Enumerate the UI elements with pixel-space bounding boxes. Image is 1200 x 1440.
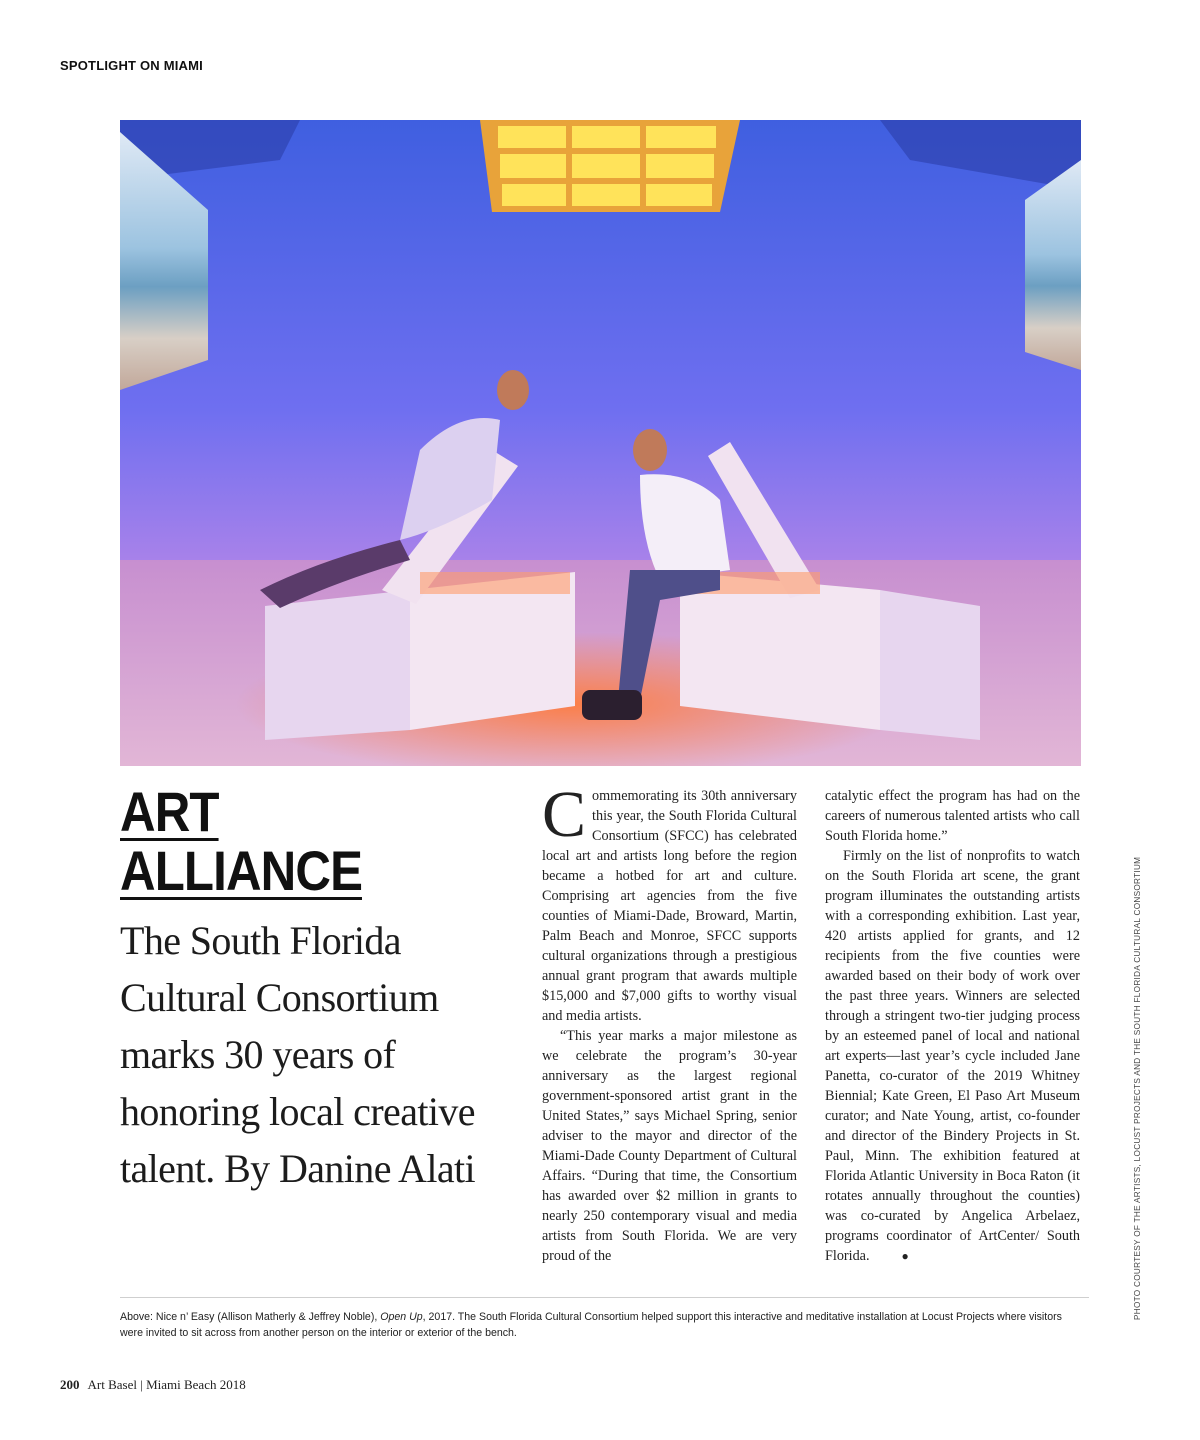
caption-prefix: Above: Nice n’ Easy (Allison Matherly & Jeffrey Noble), (120, 1311, 381, 1323)
folio (60, 1377, 246, 1393)
body-paragraph-3 (825, 846, 1080, 1266)
byline: By Danine Alati (224, 1146, 476, 1191)
photo-caption (120, 1309, 1080, 1341)
photo-credit: PHOTO COURTESY OF THE ARTISTS, LOCUST PROJECTS AND THE SOUTH FLORIDA CULTURAL CONSORTIUM (1133, 856, 1142, 1320)
headline-line-2: ALLIANCE (120, 839, 363, 902)
body-column-1 (542, 778, 797, 1266)
dek (120, 912, 520, 1197)
feature-photo (120, 120, 1081, 766)
body-column-2 (825, 786, 1080, 1266)
publication-name: Art Basel | Miami Beach 2018 (87, 1377, 246, 1392)
body-paragraph-2: “This year marks a major milestone as we celebrate the program’s 30-year anniversary as the largest regional government-sponsored artist grant in the United States,” says Michael Spring, senior adviser to the mayor and director of the Miami-Dade County Department of Cultural Affairs. “During that time, the Consortium has awarded over $2 million in grants to nearly 250 contemporary visual and media artists from South Florida. We are very proud of the (542, 1028, 797, 1264)
paragraph-1-text: ommemorating its 30th anniversary this year, the South Florida Cultural Consortium (SFCC) has celebrated local art and artists long before the region became a hotbed for art and culture. Comprising art agencies from the five counties of Miami-Dade, Broward, Martin, Palm Beach and Monroe, SFCC supports cultural organizations through a prestigious annual grant program that awards multiple $15,000 and $7,000 gifts to worthy visual and media artists. (542, 788, 797, 1024)
caption-suffix: , 2017. The South Florida Cultural Consortium helped support this interactive and meditative installation at Locust Projects where visitors were invited to sit across from another person on the interior or exterior of the bench. (120, 1311, 1062, 1339)
page-number: 200 (60, 1377, 80, 1392)
body-paragraph-1 (542, 778, 797, 1026)
headline (120, 782, 454, 900)
caption-divider (120, 1297, 1089, 1298)
dek-text: The South Florida Cultural Consortium marks 30 years of honoring local creative talent. (120, 918, 475, 1191)
drop-cap: C (542, 778, 587, 851)
paragraph-3-text: Firmly on the list of nonprofits to watch on the South Florida art scene, the grant program illuminates the outstanding artists with a corresponding exhibition. Last year, 420 artists applied for grants, and 12 recipients from the five counties were awarded based on their body of work over the past three years. Winners are selected through a stringent two-tier judging process by an esteemed panel of local and national art experts—last year’s cycle included Jane Panetta, co-curator of the 2019 Whitney Biennial; Kate Green, El Paso Art Museum curator; and Nate Young, artist, co-founder and director of the Bindery Projects in St. Paul, Minn. The exhibition featured at Florida Atlantic University in Boca Raton (it rotates annually throughout the counties) was co-curated by Angelica Arbelaez, programs coordinator of ArtCenter/ South Florida. (825, 848, 1080, 1264)
headline-line-1: ART (120, 780, 219, 843)
section-label: SPOTLIGHT ON MIAMI (60, 58, 203, 73)
end-mark-icon: ● (901, 1249, 909, 1263)
body-paragraph-2-continued: catalytic effect the program has had on the careers of numerous talented artists who call South Florida home.” (825, 788, 1080, 844)
caption-work-title: Open Up (380, 1311, 423, 1323)
